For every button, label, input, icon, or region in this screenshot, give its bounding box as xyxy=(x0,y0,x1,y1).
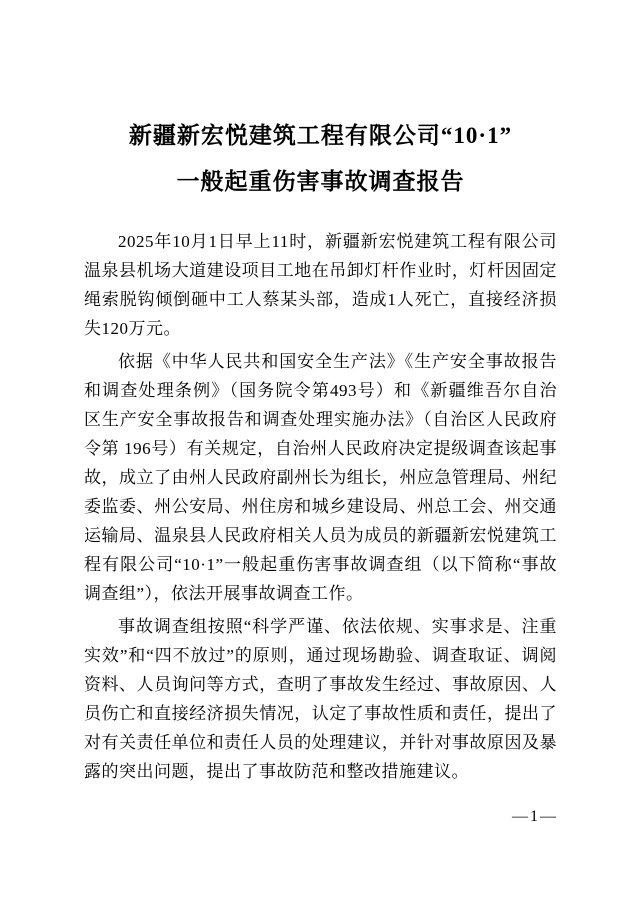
paragraph-investigation-principles: 事故调查组按照“科学严谨、依法依规、实事求是、注重实效”和“四不放过”的原则，通过现场勘验、调查取证、调阅资料、人员询问等方式，查明了事故发生经过、事故原因、人员伤亡和直接经济损失情况，认定了事故性质和责任，提出了对有关责任单位和责任人员的处理建议，并针对事故原因及暴露的突出问题，提出了事故防范和整改措施建议。 xyxy=(84,617,557,781)
page-number: —1— xyxy=(512,808,558,825)
paragraph-accident-summary: 2025年10月1日早上11时，新疆新宏悦建筑工程有限公司温泉县机场大道建设项目工地在吊卸灯杆作业时，灯杆因固定绳索脱钩倾倒砸中工人蔡某头部，造成1人死亡，直接经济损失120万元。 xyxy=(84,232,557,338)
title-line-2: 一般起重伤害事故调查报告 xyxy=(176,169,465,194)
document-title xyxy=(84,113,557,205)
paragraph-investigation-basis: 依据《中华人民共和国安全生产法》《生产安全事故报告和调查处理条例》（国务院令第493号）和《新疆维吾尔自治区生产安全事故报告和调查处理实施办法》（自治区人民政府令第 196号）有关规定，自治州人民政府决定提级调查该起事故，成立了由州人民政府副州长为组长，州应急管理局、州纪委监委、州公安局、州住房和城乡建设局、州总工会、州交通运输局、温泉县人民政府相关人员为成员的新疆新宏悦建筑工程有限公司“10·1”一般起重伤害事故调查组（以下简称“事故调查组”），依法开展事故调查工作。 xyxy=(84,352,557,603)
title-line-1: 新疆新宏悦建筑工程有限公司“10·1” xyxy=(128,123,513,148)
document-body xyxy=(84,227,557,786)
